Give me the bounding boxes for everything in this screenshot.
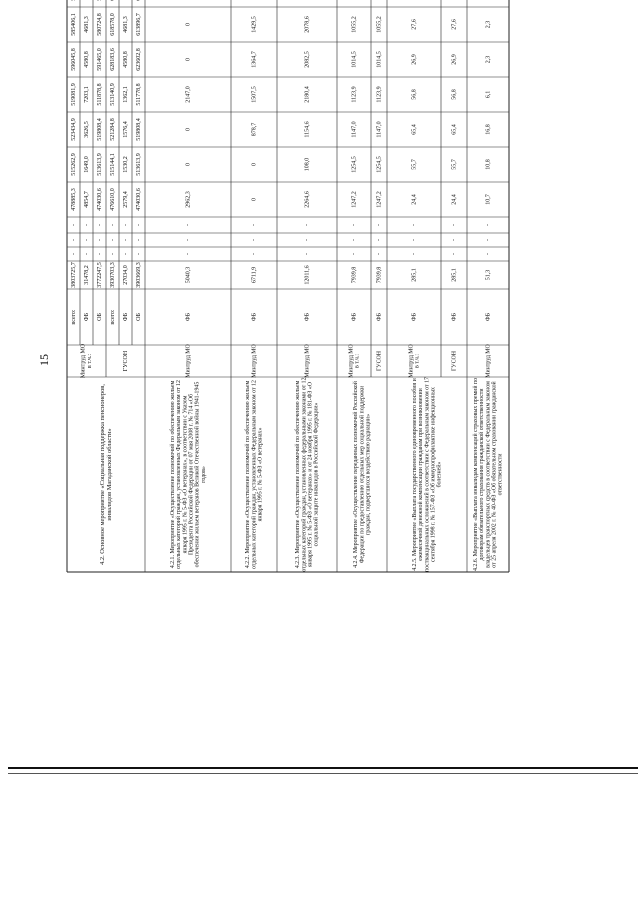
exec-cell: в т.ч.: bbox=[354, 354, 361, 368]
value-cell: - bbox=[451, 224, 458, 226]
value-cell: - bbox=[83, 239, 90, 241]
value-cell: 519808,4 bbox=[135, 118, 142, 141]
value-cell: 2,3 bbox=[485, 55, 492, 64]
value-cell: 1649,0 bbox=[83, 156, 90, 173]
value-cell: 24,4 bbox=[451, 194, 458, 205]
value-cell: - bbox=[185, 239, 192, 241]
value-cell: - bbox=[70, 253, 77, 255]
value-cell: 2579,4 bbox=[122, 191, 129, 208]
value-cell: 1147,0 bbox=[351, 121, 358, 138]
value-cell: 7203,1 bbox=[83, 86, 90, 103]
value-cell: - bbox=[70, 224, 77, 226]
value-cell: - bbox=[96, 239, 103, 241]
value-cell: - bbox=[351, 224, 358, 226]
value-cell: 1429,5 bbox=[251, 16, 258, 33]
exec-cell: Минтруд МО bbox=[485, 344, 492, 378]
total-cell: 5040,3 bbox=[185, 266, 192, 284]
value-cell: 10,8 bbox=[485, 159, 492, 170]
measure-label: годов» bbox=[200, 466, 207, 483]
value-cell: 4681,3 bbox=[122, 16, 129, 33]
value-cell: - bbox=[376, 239, 383, 241]
measure-label: поствакцинальных осложнений в соответствии с Федеральным законом от 17 bbox=[424, 377, 431, 572]
value-cell: 478885,3 bbox=[70, 188, 77, 211]
value-cell: - bbox=[251, 224, 258, 226]
value-cell: 55,7 bbox=[451, 159, 458, 170]
value-cell: - bbox=[122, 239, 129, 241]
value-cell: 580724,8 bbox=[96, 13, 103, 36]
source-cell: всего: bbox=[70, 309, 77, 325]
value-cell: - bbox=[109, 239, 116, 241]
value-cell: 0 bbox=[251, 163, 258, 166]
value-cell: - bbox=[96, 253, 103, 255]
source-cell: ОБ bbox=[135, 313, 142, 321]
value-cell: 55,7 bbox=[411, 159, 418, 170]
value-cell: - bbox=[135, 239, 142, 241]
value-cell: 1247,2 bbox=[376, 191, 383, 208]
source-cell: ФБ bbox=[451, 312, 458, 322]
value-cell: 1362,1 bbox=[122, 86, 129, 103]
exec-mintrud: в т.ч.: bbox=[87, 353, 94, 369]
source-cell: ФБ bbox=[83, 312, 90, 322]
value-cell: - bbox=[451, 239, 458, 241]
value-cell: 1123,9 bbox=[351, 86, 358, 103]
value-cell: - bbox=[411, 224, 418, 226]
measure-label: ответственности bbox=[497, 453, 504, 496]
measure-label: сентября 1998 г. № 157-ФЗ «Об иммунопрофилактике инфекционных bbox=[430, 387, 437, 562]
exec-cell: Минтруд МО bbox=[251, 344, 258, 378]
value-cell: 585406,1 bbox=[70, 13, 77, 36]
value-cell: 515262,9 bbox=[70, 153, 77, 176]
value-cell: 513613,9 bbox=[135, 153, 142, 176]
value-cell: 511778,8 bbox=[135, 83, 142, 106]
value-cell: 613896,7 bbox=[135, 13, 142, 36]
value-cell: 24,4 bbox=[411, 194, 418, 205]
value-cell: 2962,3 bbox=[185, 191, 192, 208]
value-cell: 515144,1 bbox=[109, 153, 116, 176]
source-cell: ОБ bbox=[96, 313, 103, 321]
total-cell: 27034,0 bbox=[122, 265, 129, 285]
value-cell: 0 bbox=[185, 58, 192, 61]
total-cell: 7939,8 bbox=[351, 266, 358, 284]
value-cell: - bbox=[304, 253, 311, 255]
measure-label: января 1995 г. № 5-ФЗ «О ветеранах» и от 24 ноября 1995 г. № 181-ФЗ «О bbox=[307, 381, 314, 568]
value-cell: 2264,6 bbox=[304, 191, 311, 208]
page-number: 15 bbox=[37, 354, 51, 366]
value-cell: 1254,5 bbox=[376, 156, 383, 173]
value-cell: 10,7 bbox=[485, 194, 492, 205]
measure-label: ежемесячной денежной компенсации гражданам при возникновении bbox=[418, 388, 425, 561]
measure-label: 4.2.6. Мероприятие «Выплата инвалидам компенсаций страховых премий по bbox=[472, 377, 479, 572]
exec-cell: ГУСОН bbox=[376, 350, 383, 372]
total-cell: 285,1 bbox=[411, 268, 418, 282]
value-cell: 1254,5 bbox=[351, 156, 358, 173]
measure-label: договорам обязательного страхования гражданской ответственности bbox=[479, 388, 486, 561]
source-cell: ФБ bbox=[411, 312, 418, 322]
value-cell: 2,3 bbox=[485, 20, 492, 29]
value-cell: - bbox=[185, 224, 192, 226]
value-cell: 1055,2 bbox=[376, 16, 383, 33]
source-cell: всего: bbox=[109, 309, 116, 325]
source-cell: ФБ bbox=[351, 312, 358, 322]
value-cell: 2147,0 bbox=[185, 86, 192, 103]
value-cell: 618578,0 bbox=[109, 13, 116, 36]
value-cell: - bbox=[411, 239, 418, 241]
value-cell: 513140,9 bbox=[109, 83, 116, 106]
value-cell: - bbox=[122, 253, 129, 255]
total-cell: 3903669,3 bbox=[135, 262, 142, 288]
value-cell: - bbox=[376, 224, 383, 226]
value-cell: 2180,4 bbox=[304, 86, 311, 103]
value-cell: - bbox=[135, 253, 142, 255]
value-cell: 4681,3 bbox=[83, 16, 90, 33]
measure-label: января 1995 г. № 5-ФЗ «О ветеранах», в соответствии с Указом bbox=[182, 395, 189, 554]
value-cell: - bbox=[135, 224, 142, 226]
measure-label: отдельных категорий граждан, установленных Федеральным законом от 12 bbox=[251, 380, 258, 569]
measure-label: граждан, подвергшихся воздействию радиации» bbox=[365, 413, 372, 536]
value-cell bbox=[110, 0, 116, 1]
total-cell: 12011,6 bbox=[304, 265, 311, 285]
measure-label: владельцев транспортных средств в соответствии с Федеральным законом bbox=[485, 381, 492, 568]
value-cell: - bbox=[185, 253, 192, 255]
measure-label: января 1995 г. № 5-ФЗ «О ветеранах» bbox=[257, 427, 264, 522]
scan-edge-line-thin bbox=[8, 773, 638, 774]
value-cell: 4580,8 bbox=[83, 51, 90, 68]
total-cell: 31478,2 bbox=[83, 265, 90, 285]
value-cell: 1055,2 bbox=[351, 16, 358, 33]
value-cell: 1247,2 bbox=[351, 191, 358, 208]
measure-label: социальной защите инвалидов в Российской Федерации» bbox=[313, 402, 320, 547]
value-cell: - bbox=[83, 253, 90, 255]
value-cell bbox=[71, 0, 77, 1]
source-cell: ФБ bbox=[376, 312, 383, 322]
exec-cell: Минтруд МО bbox=[185, 344, 192, 378]
value-cell: 0 bbox=[185, 128, 192, 131]
measure-label: отдельных категорий граждан, установленных федеральными законами от 12 bbox=[301, 377, 308, 572]
value-cell: 523434,9 bbox=[70, 118, 77, 141]
exec-cell: ГУСОН bbox=[451, 350, 458, 372]
value-cell: 26,9 bbox=[451, 54, 458, 65]
value-cell: - bbox=[451, 253, 458, 255]
value-cell: 2082,5 bbox=[304, 51, 311, 68]
measure-label: 4.2.5. Мероприятие «Выплата государственного единовременного пособия и bbox=[411, 378, 418, 571]
total-cell: 3772247,5 bbox=[96, 262, 103, 288]
source-cell: ФБ bbox=[185, 312, 192, 322]
value-cell: 3626,5 bbox=[83, 121, 90, 138]
value-cell: - bbox=[83, 224, 90, 226]
exec-mintrud: Минтруд МО bbox=[80, 343, 87, 379]
exec-cell: Минтруд МО bbox=[348, 344, 355, 378]
exec-guson: ГУСОН bbox=[122, 350, 129, 372]
measure-label: 4.2.4. Мероприятие «Осуществление переданных полномочий Российской bbox=[353, 381, 360, 568]
value-cell: 56,8 bbox=[411, 89, 418, 100]
total-cell: 51,3 bbox=[485, 269, 492, 281]
scan-edge-line bbox=[8, 767, 638, 769]
value-cell: 476610,0 bbox=[109, 188, 116, 211]
value-cell: 519808,4 bbox=[96, 118, 103, 141]
value-cell: 474030,6 bbox=[135, 188, 142, 211]
value-cell: - bbox=[351, 239, 358, 241]
measure-label: от 25 апреля 2002 г. № 40-ФЗ «Об обязательном страховании гражданской bbox=[491, 381, 498, 568]
value-cell: 27,6 bbox=[451, 19, 458, 30]
value-cell: 16,8 bbox=[485, 124, 492, 135]
value-cell: - bbox=[109, 253, 116, 255]
total-cell: 7939,8 bbox=[376, 266, 383, 284]
measure-label: Федерации по предоставлению отдельных мер социальной поддержки bbox=[359, 385, 366, 564]
measure-label: Президента Российской Федерации от 07 мая 2008 г. № 714 «Об bbox=[188, 394, 195, 555]
value-cell: 56,8 bbox=[451, 89, 458, 100]
measure-label: болезней» bbox=[436, 461, 443, 488]
value-cell: - bbox=[485, 239, 492, 241]
value-cell bbox=[97, 0, 103, 1]
source-cell: ФБ bbox=[251, 312, 258, 322]
total-cell: 3803725,7 bbox=[70, 262, 77, 288]
value-cell: 521284,8 bbox=[109, 118, 116, 141]
rotated-table bbox=[67, 0, 509, 572]
value-cell: 474030,6 bbox=[96, 188, 103, 211]
value-cell: - bbox=[122, 224, 129, 226]
value-cell: 628183,6 bbox=[109, 48, 116, 71]
value-cell: 4580,8 bbox=[122, 51, 129, 68]
value-cell: - bbox=[485, 224, 492, 226]
value-cell: 26,9 bbox=[411, 54, 418, 65]
measure-label: отдельных категорий граждан, установленных Федеральным законом от 12 bbox=[176, 380, 183, 569]
value-cell: - bbox=[251, 239, 258, 241]
value-cell: 1154,6 bbox=[304, 121, 311, 138]
value-cell: 1576,4 bbox=[122, 121, 129, 138]
value-cell: - bbox=[304, 239, 311, 241]
value-cell: 511878,8 bbox=[96, 83, 103, 106]
total-cell: 285,1 bbox=[451, 268, 458, 282]
source-cell: ФБ bbox=[304, 312, 311, 322]
value-cell: 623602,8 bbox=[135, 48, 142, 71]
value-cell: - bbox=[251, 253, 258, 255]
value-cell: - bbox=[96, 224, 103, 226]
measure-label: 4.2.3. Мероприятие «Осуществление полномочий по обеспечению жильем bbox=[295, 380, 302, 569]
value-cell: 1507,5 bbox=[251, 86, 258, 103]
value-cell: - bbox=[304, 224, 311, 226]
value-cell: 65,4 bbox=[451, 124, 458, 135]
value-cell: 1147,0 bbox=[376, 121, 383, 138]
value-cell: - bbox=[70, 239, 77, 241]
value-cell: - bbox=[376, 253, 383, 255]
measure-label: 4.2.2. Мероприятие «Осуществление полномочий по обеспечению жильем bbox=[245, 380, 252, 569]
source-cell: ФБ bbox=[485, 312, 492, 322]
value-cell: 2078,6 bbox=[304, 16, 311, 33]
value-cell: 4854,7 bbox=[83, 191, 90, 208]
value-cell: 1530,2 bbox=[122, 156, 129, 173]
row-label-4-2: инвалидов Магаданской области» bbox=[105, 428, 113, 521]
measure-label: 4.2.1. Мероприятие «Осуществление полномочий по обеспечению жильем bbox=[169, 380, 176, 569]
value-cell: - bbox=[109, 224, 116, 226]
value-cell: 596045,8 bbox=[70, 48, 77, 71]
exec-cell: Минтруд МО bbox=[408, 344, 415, 378]
value-cell bbox=[136, 0, 142, 1]
source-cell: ФБ bbox=[122, 312, 129, 322]
value-cell: 513613,9 bbox=[96, 153, 103, 176]
value-cell: 0 bbox=[185, 23, 192, 26]
value-cell: 6,1 bbox=[485, 90, 492, 99]
value-cell: - bbox=[351, 253, 358, 255]
total-cell: 6711,9 bbox=[251, 266, 258, 284]
value-cell: 108,0 bbox=[304, 157, 311, 172]
value-cell: 0 bbox=[185, 163, 192, 166]
value-cell: 1014,5 bbox=[351, 51, 358, 68]
measure-label: обеспечении жильем ветеранов Великой Отечественной войны 1941-1945 bbox=[194, 381, 201, 568]
exec-cell: Минтруд МО bbox=[304, 344, 311, 378]
value-cell: - bbox=[411, 253, 418, 255]
value-cell: - bbox=[485, 253, 492, 255]
row-label-4-2: 4.2. Основное мероприятие «Социальная поддержка пенсионеров, bbox=[99, 384, 107, 565]
value-cell: 1014,5 bbox=[376, 51, 383, 68]
value-cell: 65,4 bbox=[411, 124, 418, 135]
value-cell: 27,6 bbox=[411, 19, 418, 30]
value-cell: 0 bbox=[251, 198, 258, 201]
total-cell: 3930703,3 bbox=[109, 262, 116, 288]
value-cell: 878,7 bbox=[251, 122, 258, 137]
exec-cell: в т.ч.: bbox=[414, 354, 421, 368]
value-cell: 1123,9 bbox=[376, 86, 383, 103]
value-cell: 1364,7 bbox=[251, 51, 258, 68]
value-cell: 519081,9 bbox=[70, 83, 77, 106]
value-cell: 591465,0 bbox=[96, 48, 103, 71]
